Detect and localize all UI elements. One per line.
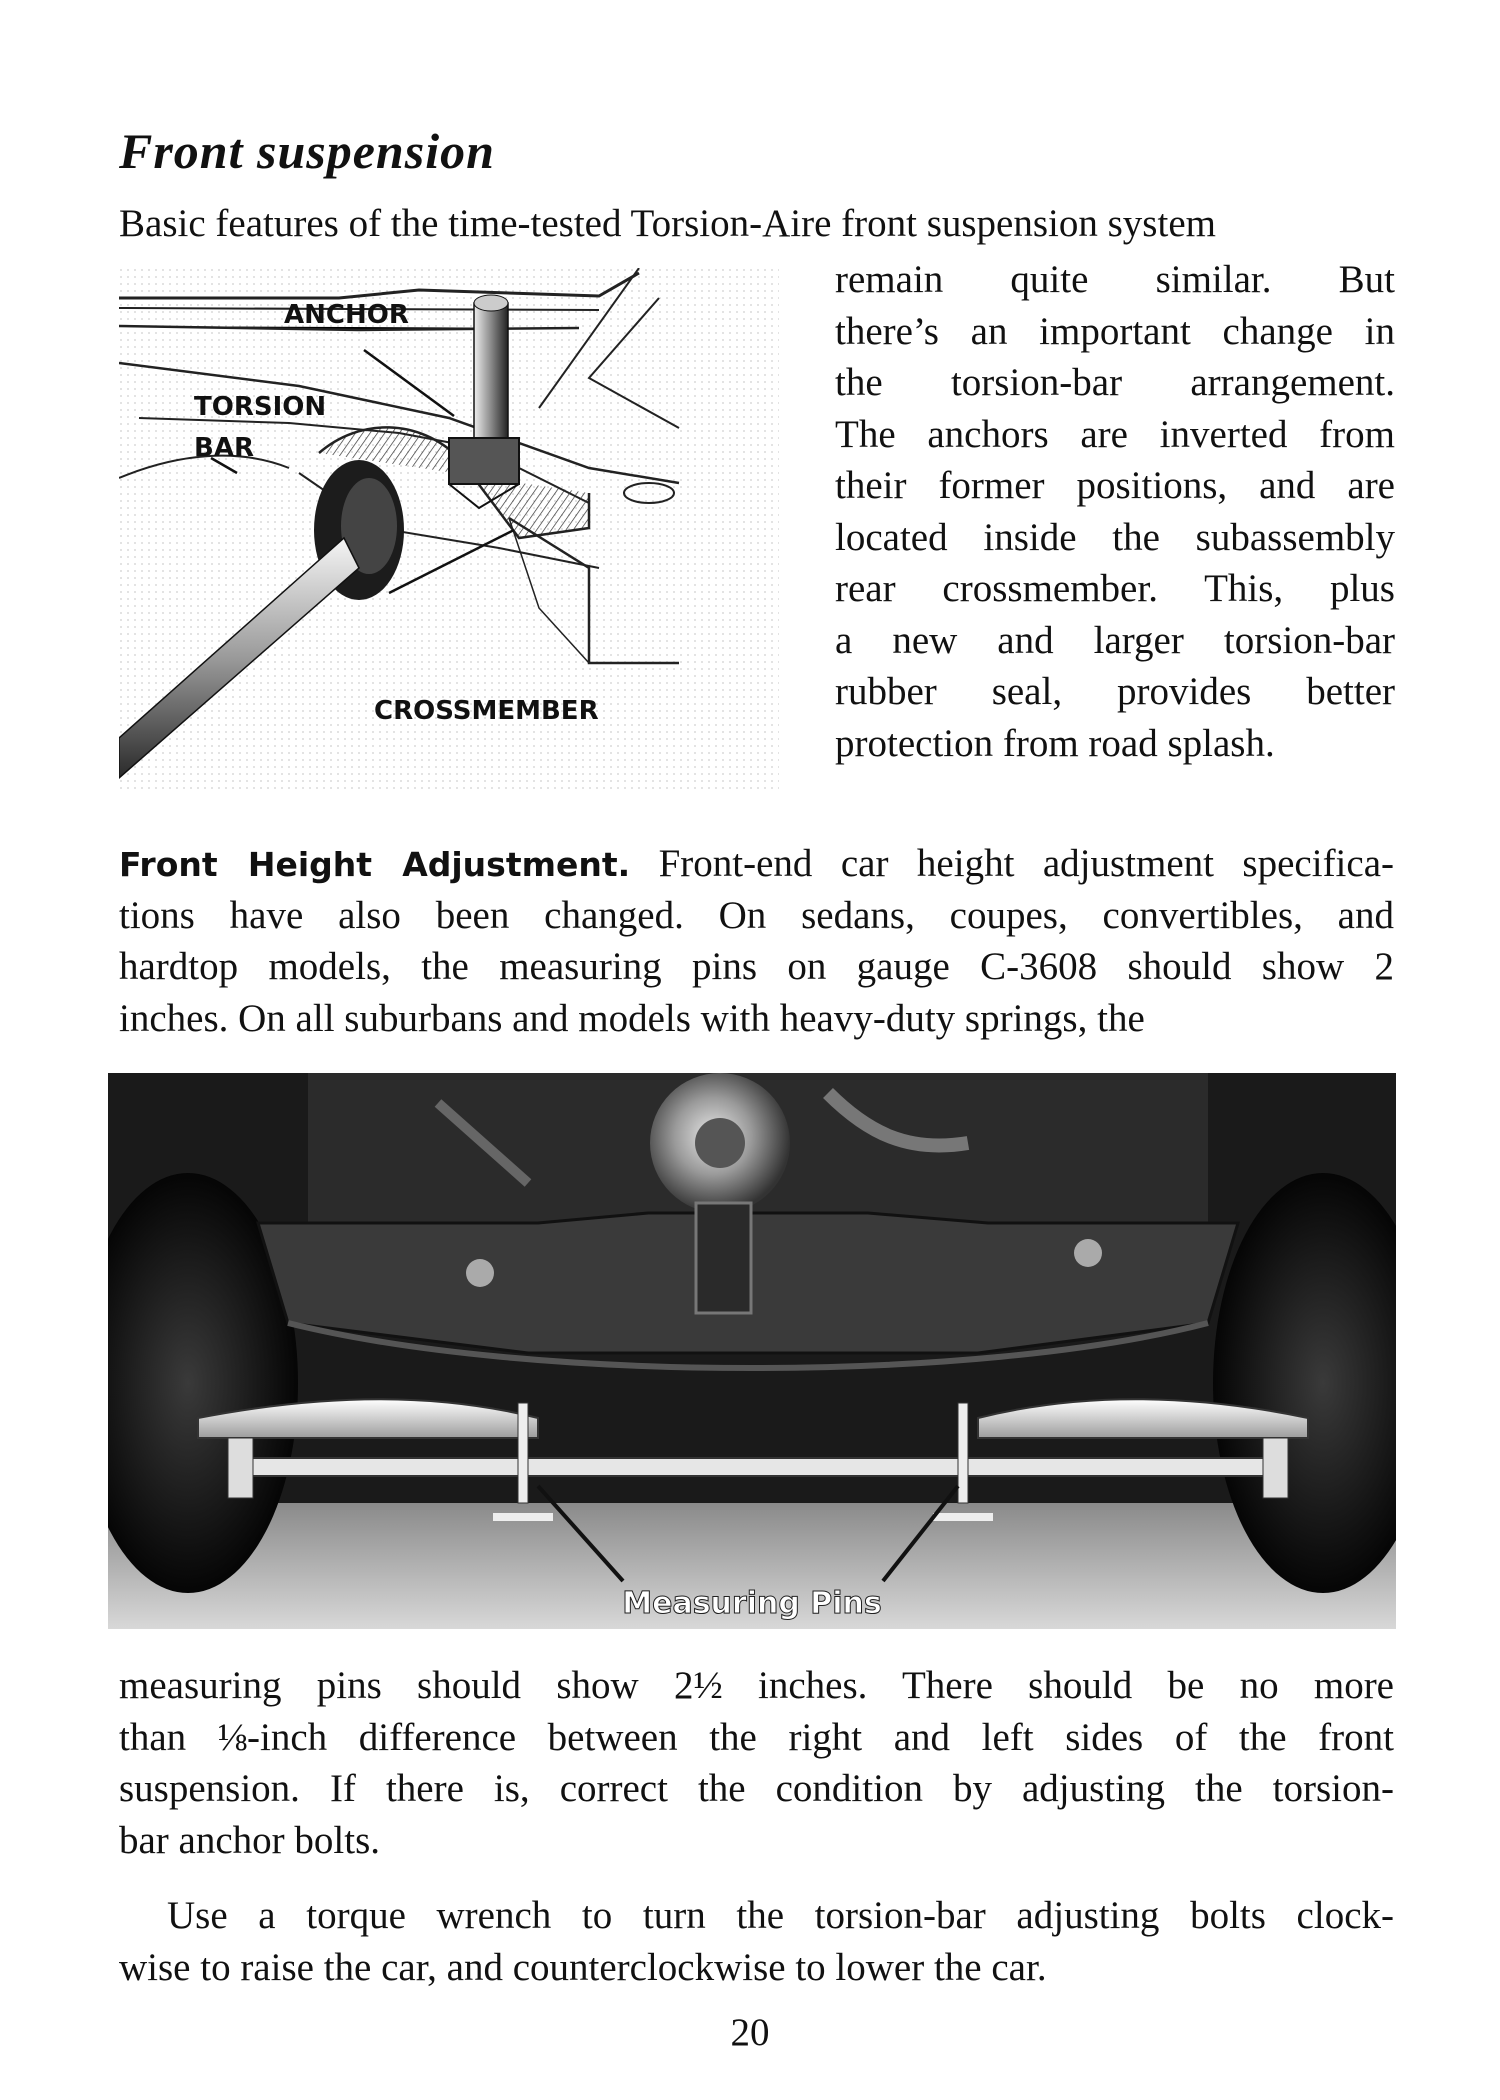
torsion-bar-anchor-illustration <box>119 268 779 793</box>
continuation-line: bar anchor bolts. <box>119 1818 381 1862</box>
measuring-pins-photo <box>108 1073 1396 1629</box>
intro-side-text <box>835 254 1395 769</box>
intro-line: located inside the subassembly <box>835 515 1395 559</box>
height-adjustment-heading: Front Height Adjustment. <box>119 845 631 884</box>
intro-line: The anchors are inverted from <box>835 412 1395 456</box>
intro-line: their former positions, and are <box>835 464 1395 507</box>
intro-line: there’s an important change in <box>835 309 1395 353</box>
torque-paragraph <box>119 1890 1394 1993</box>
height-adjustment-line: Front Height Adjustment. Front-end car height adjustment specifica- <box>119 842 1394 885</box>
torque-line: wise to raise the car, and counterclockwise to lower the car. <box>119 1945 1047 1989</box>
crossmember-label: CROSSMEMBER <box>374 696 599 726</box>
continuation-paragraph <box>119 1660 1394 1866</box>
intro-line: the torsion-bar arrangement. <box>835 361 1395 404</box>
intro-first-line: Basic features of the time-tested Torsion-Aire front suspension system <box>119 202 1216 245</box>
height-adjustment-line: hardtop models, the measuring pins on gauge C-3608 should show 2 <box>119 945 1394 988</box>
intro-line: a new and larger torsion-bar <box>835 618 1395 662</box>
intro-line: rubber seal, provides better <box>835 670 1395 713</box>
bar-label: BAR <box>194 433 254 463</box>
torsion-label: TORSION <box>194 392 327 422</box>
height-adjustment-line: tions have also been changed. On sedans, coupes, convertibles, and <box>119 893 1394 937</box>
continuation-line: measuring pins should show 2½ inches. There should be no more <box>119 1664 1394 1707</box>
page-number: 20 <box>730 2011 770 2054</box>
intro-line: protection from road splash. <box>835 721 1275 765</box>
anchor-label: ANCHOR <box>284 300 409 330</box>
page-title: Front suspension <box>119 123 495 179</box>
intro-line: remain quite similar. But <box>835 258 1395 301</box>
height-adjustment-paragraph <box>119 838 1394 1044</box>
measuring-pins-caption: Measuring Pins <box>622 1586 882 1621</box>
continuation-line: suspension. If there is, correct the condition by adjusting the torsion- <box>119 1767 1394 1810</box>
continuation-line: than ⅛-inch difference between the right and left sides of the front <box>119 1715 1394 1759</box>
height-adjustment-line: inches. On all suburbans and models with heavy-duty springs, the <box>119 996 1145 1040</box>
torque-line: Use a torque wrench to turn the torsion-bar adjusting bolts clock- <box>167 1894 1394 1937</box>
intro-line: rear crossmember. This, plus <box>835 567 1395 610</box>
